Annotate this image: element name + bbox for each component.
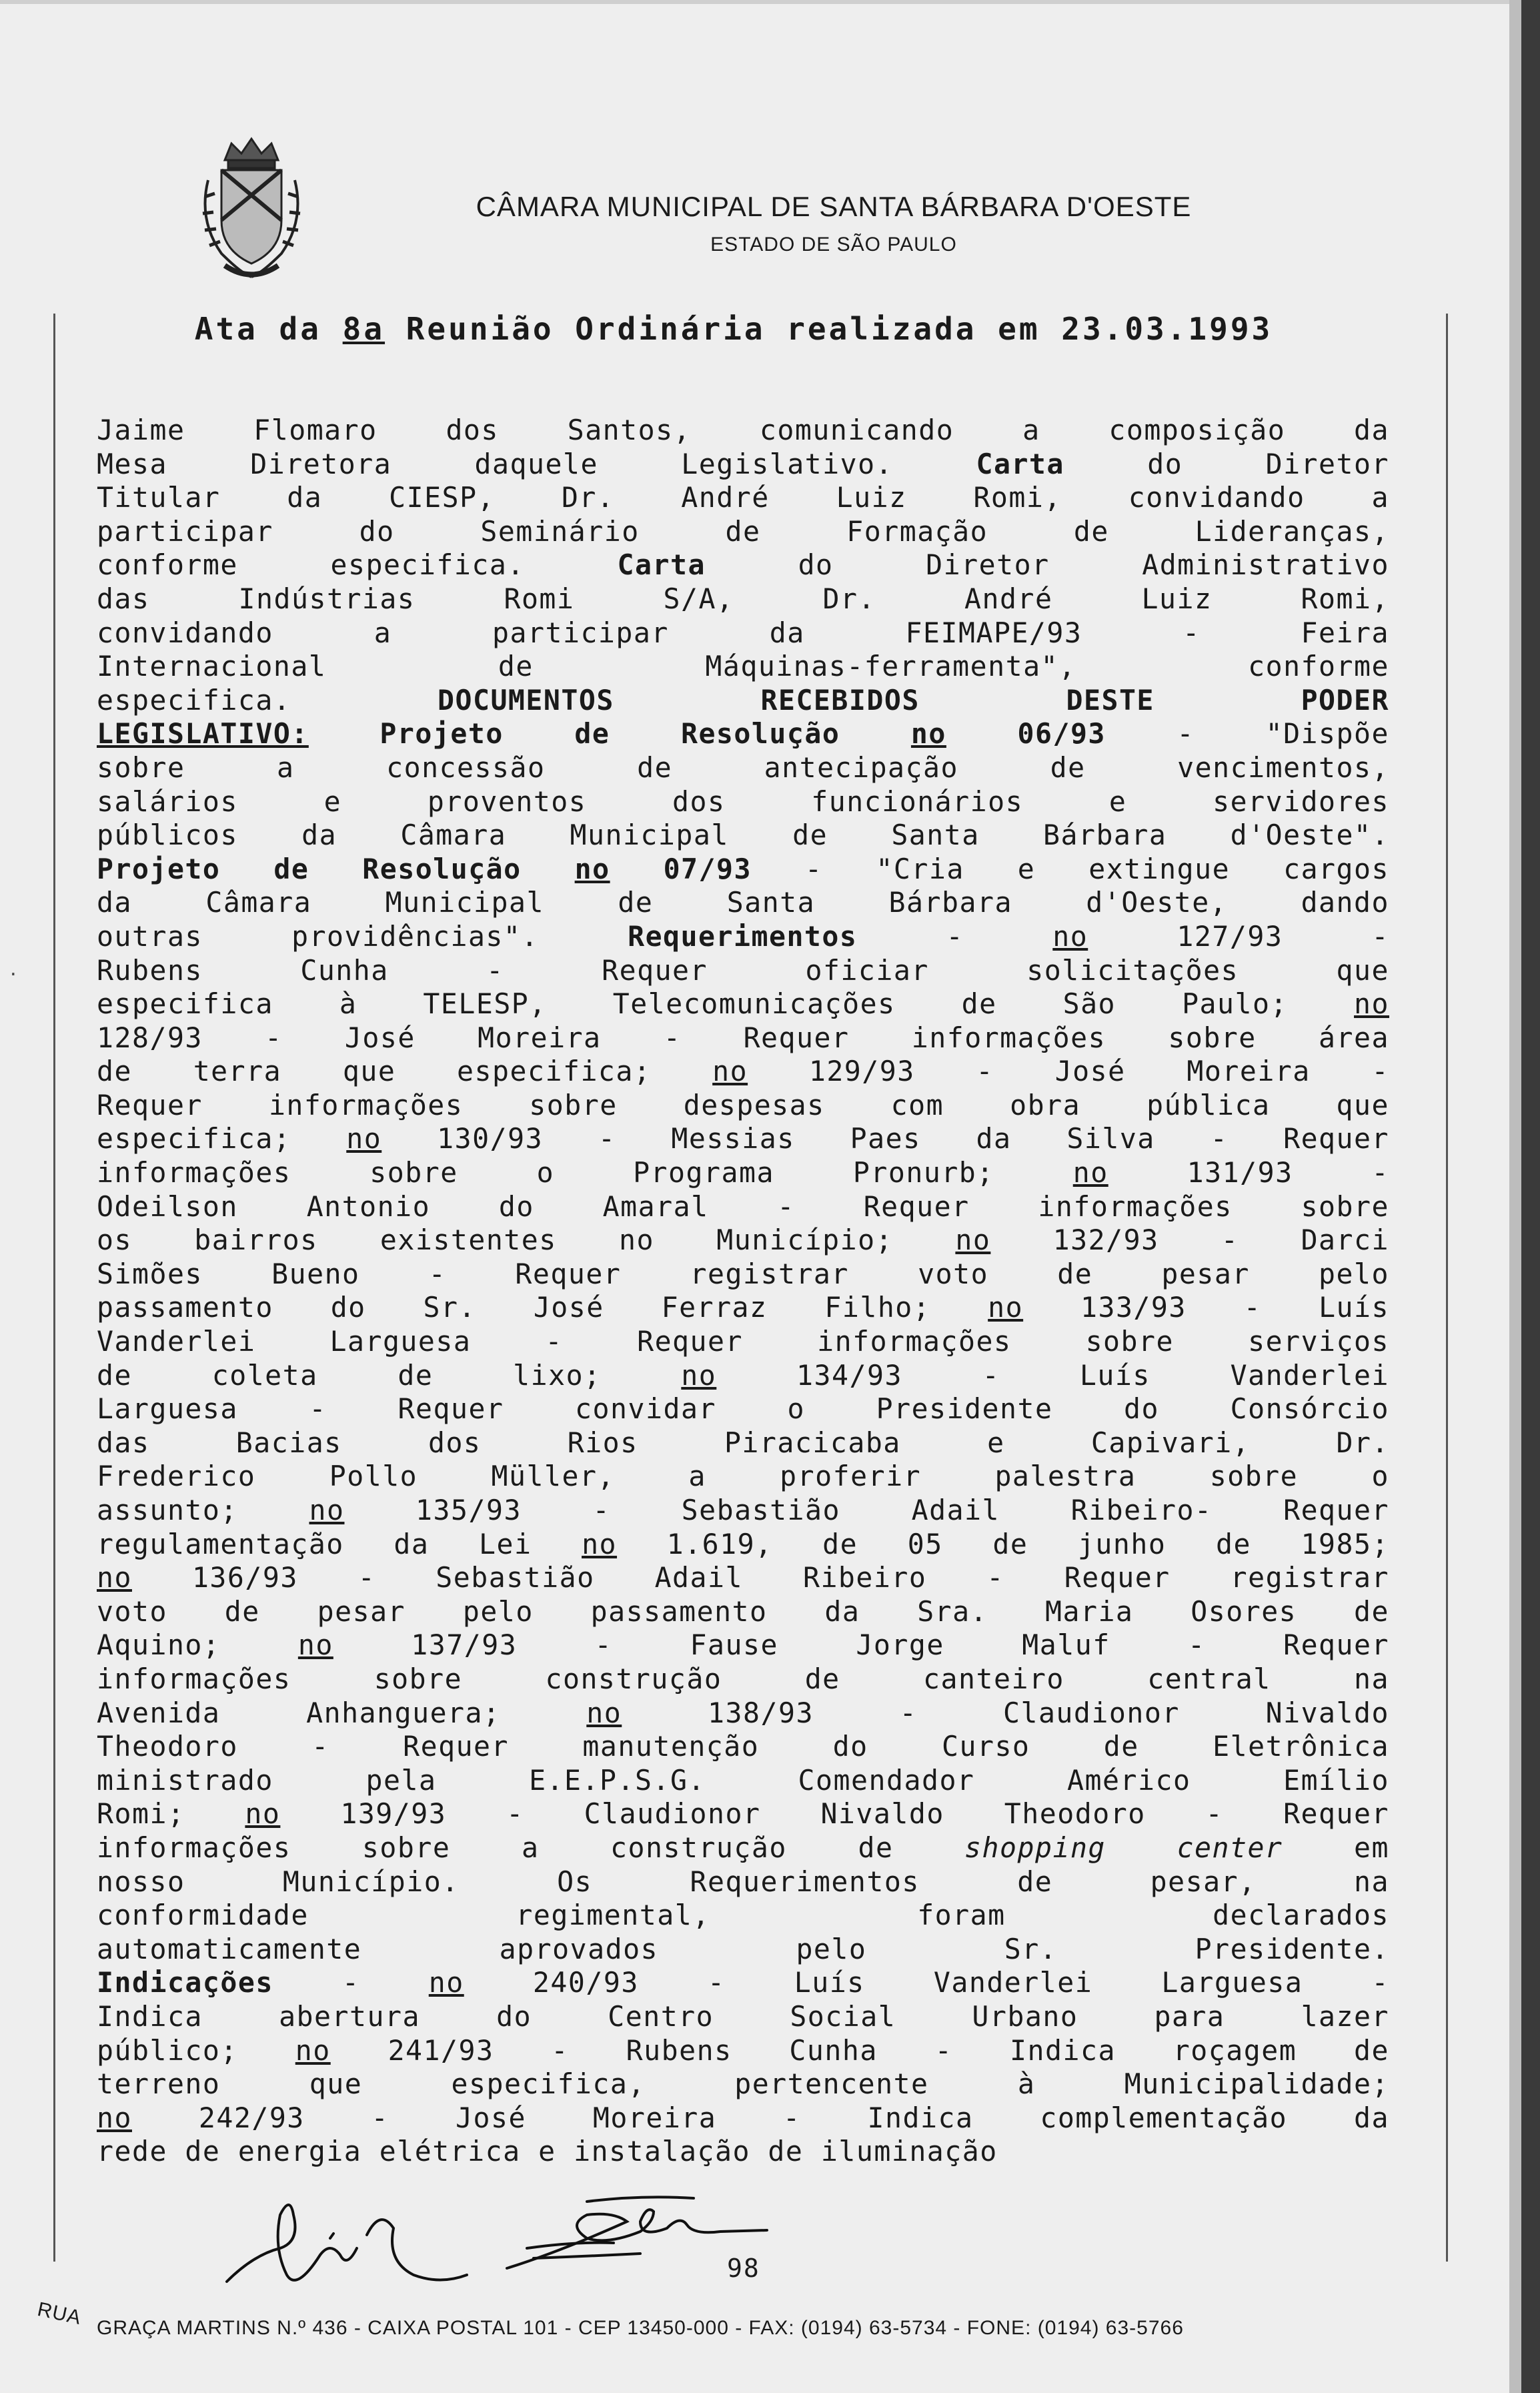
- text-segment: 133/93 - Luís: [1023, 1291, 1390, 1324]
- text-segment: especifica;: [97, 1122, 347, 1155]
- text-line: [97, 1764, 1389, 1798]
- text-line: [97, 448, 1389, 482]
- text-segment: Requerimentos: [628, 919, 858, 953]
- text-line: [97, 1325, 1389, 1359]
- text-line: [97, 819, 1389, 853]
- text-segment: Carta: [617, 548, 706, 582]
- text-segment: - "Dispõe: [1105, 717, 1389, 751]
- text-segment: em: [1283, 1831, 1389, 1864]
- text-segment: no: [1072, 1156, 1108, 1189]
- text-line: [97, 1899, 1389, 1933]
- text-segment: 129/93 - José Moreira -: [748, 1055, 1389, 1088]
- text-segment: das Indústrias Romi S/A, Dr. André Luiz Romi,: [97, 582, 1389, 615]
- text-line: [97, 1797, 1389, 1831]
- text-segment: no: [582, 1527, 618, 1560]
- text-line: [97, 954, 1389, 988]
- text-line: [97, 1561, 1389, 1595]
- text-line: [97, 853, 1389, 887]
- text-segment: no: [1052, 919, 1088, 953]
- text-line: [97, 1966, 1389, 2000]
- text-segment: do Diretor Administrativo: [705, 548, 1390, 582]
- text-segment: Odeilson Antonio do Amaral - Requer informações sobre: [97, 1189, 1389, 1223]
- text-line: [97, 414, 1389, 448]
- text-segment: Carta: [976, 447, 1064, 480]
- text-segment: Theodoro - Requer manutenção do Curso de Eletrônica: [97, 1730, 1389, 1763]
- text-line: [97, 1528, 1389, 1562]
- text-segment: no: [712, 1055, 748, 1088]
- text-segment: 241/93 - Rubens Cunha - Indica roçagem de: [330, 2033, 1389, 2067]
- text-line: [97, 1595, 1389, 1629]
- text-line: [97, 1933, 1389, 1967]
- text-segment: passamento do Sr. José Ferraz Filho;: [97, 1291, 988, 1324]
- text-line: [97, 1122, 1389, 1156]
- text-segment: no: [295, 2033, 331, 2067]
- text-segment: no: [97, 2101, 132, 2134]
- text-segment: 135/93 - Sebastião Adail Ribeiro- Requer: [344, 1494, 1390, 1526]
- text-segment: 139/93 - Claudionor Nivaldo Theodoro - Requer: [280, 1797, 1389, 1831]
- text-line: [97, 1460, 1389, 1494]
- text-segment: Vanderlei Larguesa - Requer informações sobre serviços: [97, 1325, 1389, 1358]
- text-line: [97, 650, 1389, 684]
- text-segment: 07/93: [610, 852, 752, 885]
- text-segment: no: [309, 1494, 345, 1526]
- text-line: [97, 1865, 1389, 1899]
- text-segment: 128/93 - José Moreira - Requer informações sobre área: [97, 1021, 1389, 1054]
- text-segment: participar do Seminário de Formação de Lideranças,: [97, 514, 1389, 548]
- text-segment: Larguesa - Requer convidar o Presidente do Consórcio: [97, 1392, 1389, 1426]
- page-right-edge: [1521, 0, 1540, 2393]
- page-right-shadow: [1509, 0, 1521, 2393]
- text-segment: conformidade regimental, foram declarados: [97, 1899, 1389, 1932]
- text-segment: 132/93 - Darci: [990, 1224, 1390, 1257]
- text-line: [97, 1190, 1389, 1224]
- text-line: [97, 515, 1389, 549]
- text-segment: Aquino;: [97, 1628, 298, 1662]
- text-segment: sobre a concessão de antecipação de vencimentos,: [97, 751, 1389, 784]
- text-segment: Rubens Cunha - Requer oficiar solicitações que: [97, 953, 1389, 987]
- text-segment: públicos da Câmara Municipal de Santa Bárbara d'Oeste".: [97, 819, 1389, 852]
- text-segment: LEGISLATIVO:: [97, 717, 309, 751]
- text-segment: Avenida Anhanguera;: [97, 1696, 587, 1729]
- text-segment: salários e proventos dos funcionários e servidores: [97, 785, 1389, 818]
- text-segment: Mesa Diretora daquele Legislativo.: [97, 447, 976, 480]
- text-line: [97, 684, 1389, 718]
- text-line: [97, 1258, 1389, 1292]
- text-segment: no: [97, 1561, 132, 1594]
- institution-name: CÂMARA MUNICIPAL DE SANTA BÁRBARA D'OESTE: [476, 191, 1192, 222]
- text-segment: informações sobre o Programa Pronurb;: [97, 1156, 1073, 1189]
- text-line: [97, 548, 1389, 582]
- text-segment: -: [273, 1966, 429, 1999]
- text-line: [97, 1426, 1389, 1460]
- title-post: Reunião Ordinária realizada em 23.03.1993: [385, 311, 1273, 347]
- text-segment: 138/93 - Claudionor Nivaldo: [622, 1696, 1389, 1729]
- text-line: [97, 1224, 1389, 1258]
- text-line: [97, 582, 1389, 616]
- text-line: [97, 1156, 1389, 1190]
- text-segment: no: [574, 852, 610, 885]
- text-segment: no: [955, 1224, 991, 1257]
- text-segment: 1.619, de 05 de junho de 1985;: [617, 1527, 1389, 1560]
- text-segment: Projeto de Resolução: [97, 852, 575, 885]
- text-segment: assunto;: [97, 1494, 309, 1526]
- text-segment: informações sobre a construção de: [97, 1831, 965, 1864]
- text-line: [97, 1494, 1389, 1528]
- text-line: [97, 2034, 1389, 2068]
- text-segment: no: [297, 1628, 333, 1662]
- text-segment: DOCUMENTOS RECEBIDOS DESTE PODER: [437, 683, 1389, 716]
- text-line: [97, 2067, 1389, 2101]
- text-line: [97, 1089, 1389, 1123]
- text-segment: nosso Município. Os Requerimentos de pesar, na: [97, 1865, 1389, 1898]
- text-line: [97, 1021, 1389, 1055]
- text-segment: shopping center: [964, 1831, 1283, 1864]
- text-segment: no: [1354, 987, 1389, 1021]
- text-segment: Requer informações sobre despesas com obra pública que: [97, 1088, 1389, 1121]
- text-segment: das Bacias dos Rios Piracicaba e Capivari, Dr.: [97, 1426, 1389, 1459]
- text-segment: da Câmara Municipal de Santa Bárbara d'Oeste, dando: [97, 886, 1389, 919]
- title-ordinal: 8a: [342, 311, 386, 347]
- text-line: [97, 920, 1389, 954]
- text-segment: Indica abertura do Centro Social Urbano para lazer: [97, 1999, 1389, 2033]
- text-line: [97, 1359, 1389, 1393]
- text-segment: 06/93: [946, 717, 1106, 751]
- text-segment: público;: [97, 2033, 295, 2067]
- text-segment: convidando a participar da FEIMAPE/93 - Feira: [97, 616, 1389, 649]
- text-segment: automaticamente aprovados pelo Sr. Presidente.: [97, 1932, 1389, 1965]
- text-line: [97, 2101, 1389, 2135]
- text-segment: 131/93 -: [1108, 1156, 1389, 1189]
- text-segment: no: [428, 1966, 464, 1999]
- text-line: [97, 886, 1389, 920]
- text-segment: 134/93 - Luís Vanderlei: [716, 1358, 1389, 1392]
- footer-rua: RUA: [35, 2298, 83, 2330]
- text-segment: 130/93 - Messias Paes da Silva - Requer: [381, 1122, 1389, 1155]
- text-segment: os bairros existentes no Município;: [97, 1224, 956, 1257]
- text-segment: especifica.: [97, 683, 438, 716]
- text-segment: Titular da CIESP, Dr. André Luiz Romi, convidando a: [97, 481, 1389, 514]
- text-line: [97, 717, 1389, 751]
- text-segment: Jaime Flomaro dos Santos, comunicando a composição da: [97, 414, 1389, 446]
- right-margin-line: [1446, 314, 1448, 2262]
- text-segment: no: [586, 1696, 622, 1729]
- minutes-body-text: [97, 414, 1389, 2169]
- text-segment: no: [988, 1291, 1024, 1324]
- text-segment: do Diretor: [1064, 447, 1389, 480]
- text-segment: 127/93 -: [1088, 919, 1389, 953]
- margin-mark: ·: [8, 965, 19, 985]
- text-line: [97, 1697, 1389, 1731]
- text-line: [97, 616, 1389, 650]
- text-line: [97, 1628, 1389, 1662]
- text-segment: 136/93 - Sebastião Adail Ribeiro - Requer registrar: [131, 1561, 1389, 1594]
- state-name: ESTADO DE SÃO PAULO: [710, 233, 957, 256]
- text-line: [97, 785, 1389, 819]
- document-title: [100, 311, 1367, 347]
- text-segment: regulamentação da Lei: [97, 1527, 582, 1560]
- text-segment: 137/93 - Fause Jorge Maluf - Requer: [333, 1628, 1389, 1662]
- text-segment: 240/93 - Luís Vanderlei Larguesa -: [464, 1966, 1389, 1999]
- text-segment: Simões Bueno - Requer registrar voto de pesar pelo: [97, 1257, 1389, 1290]
- text-segment: ministrado pela E.E.P.S.G. Comendador Américo Emílio: [97, 1763, 1389, 1797]
- text-line: [97, 2135, 1389, 2169]
- text-line: [97, 1730, 1389, 1764]
- text-segment: rede de energia elétrica e instalação de iluminação: [97, 2135, 998, 2168]
- text-line: [97, 1291, 1389, 1325]
- text-segment: outras providências".: [97, 919, 628, 953]
- text-line: [97, 1831, 1389, 1865]
- page-number: 98: [727, 2254, 760, 2283]
- footer-address-text: GRAÇA MARTINS N.º 436 - CAIXA POSTAL 101 - CEP 13450-000 - FAX: (0194) 63-5734 - FONE: (0194) 63-5766: [97, 2317, 1184, 2339]
- text-line: [97, 1662, 1389, 1697]
- text-segment: Romi;: [97, 1797, 245, 1831]
- title-pre: Ata da: [194, 311, 343, 347]
- left-margin-line: [53, 314, 55, 2262]
- text-line: [97, 751, 1389, 785]
- text-line: [97, 987, 1389, 1021]
- text-segment: no: [910, 717, 946, 751]
- text-segment: especifica à TELESP, Telecomunicações de São Paulo;: [97, 987, 1355, 1021]
- text-line: [97, 481, 1389, 515]
- text-segment: informações sobre construção de canteiro central na: [97, 1662, 1389, 1695]
- text-segment: Internacional de Máquinas-ferramenta", conforme: [97, 650, 1389, 683]
- text-segment: voto de pesar pelo passamento da Sra. Maria Osores de: [97, 1594, 1389, 1628]
- text-segment: de terra que especifica;: [97, 1055, 713, 1088]
- text-line: [97, 1392, 1389, 1426]
- text-segment: conforme especifica.: [97, 548, 618, 582]
- text-segment: 242/93 - José Moreira - Indica complementação da: [131, 2101, 1389, 2134]
- text-segment: terreno que especifica, pertencente à Municipalidade;: [97, 2067, 1389, 2101]
- text-segment: Projeto de Resolução: [308, 717, 911, 751]
- text-segment: de coleta de lixo;: [97, 1358, 682, 1392]
- page-top-edge: [0, 0, 1540, 4]
- text-segment: no: [346, 1122, 382, 1155]
- text-segment: Frederico Pollo Müller, a proferir palestra sobre o: [97, 1460, 1389, 1493]
- text-segment: Indicações: [97, 1966, 273, 1999]
- text-segment: no: [681, 1358, 717, 1392]
- text-segment: -: [857, 919, 1053, 953]
- text-segment: - "Cria e extingue cargos: [752, 852, 1389, 885]
- text-line: [97, 2000, 1389, 2034]
- coat-of-arms-icon: [195, 133, 308, 284]
- text-segment: no: [245, 1797, 281, 1831]
- text-line: [97, 1055, 1389, 1089]
